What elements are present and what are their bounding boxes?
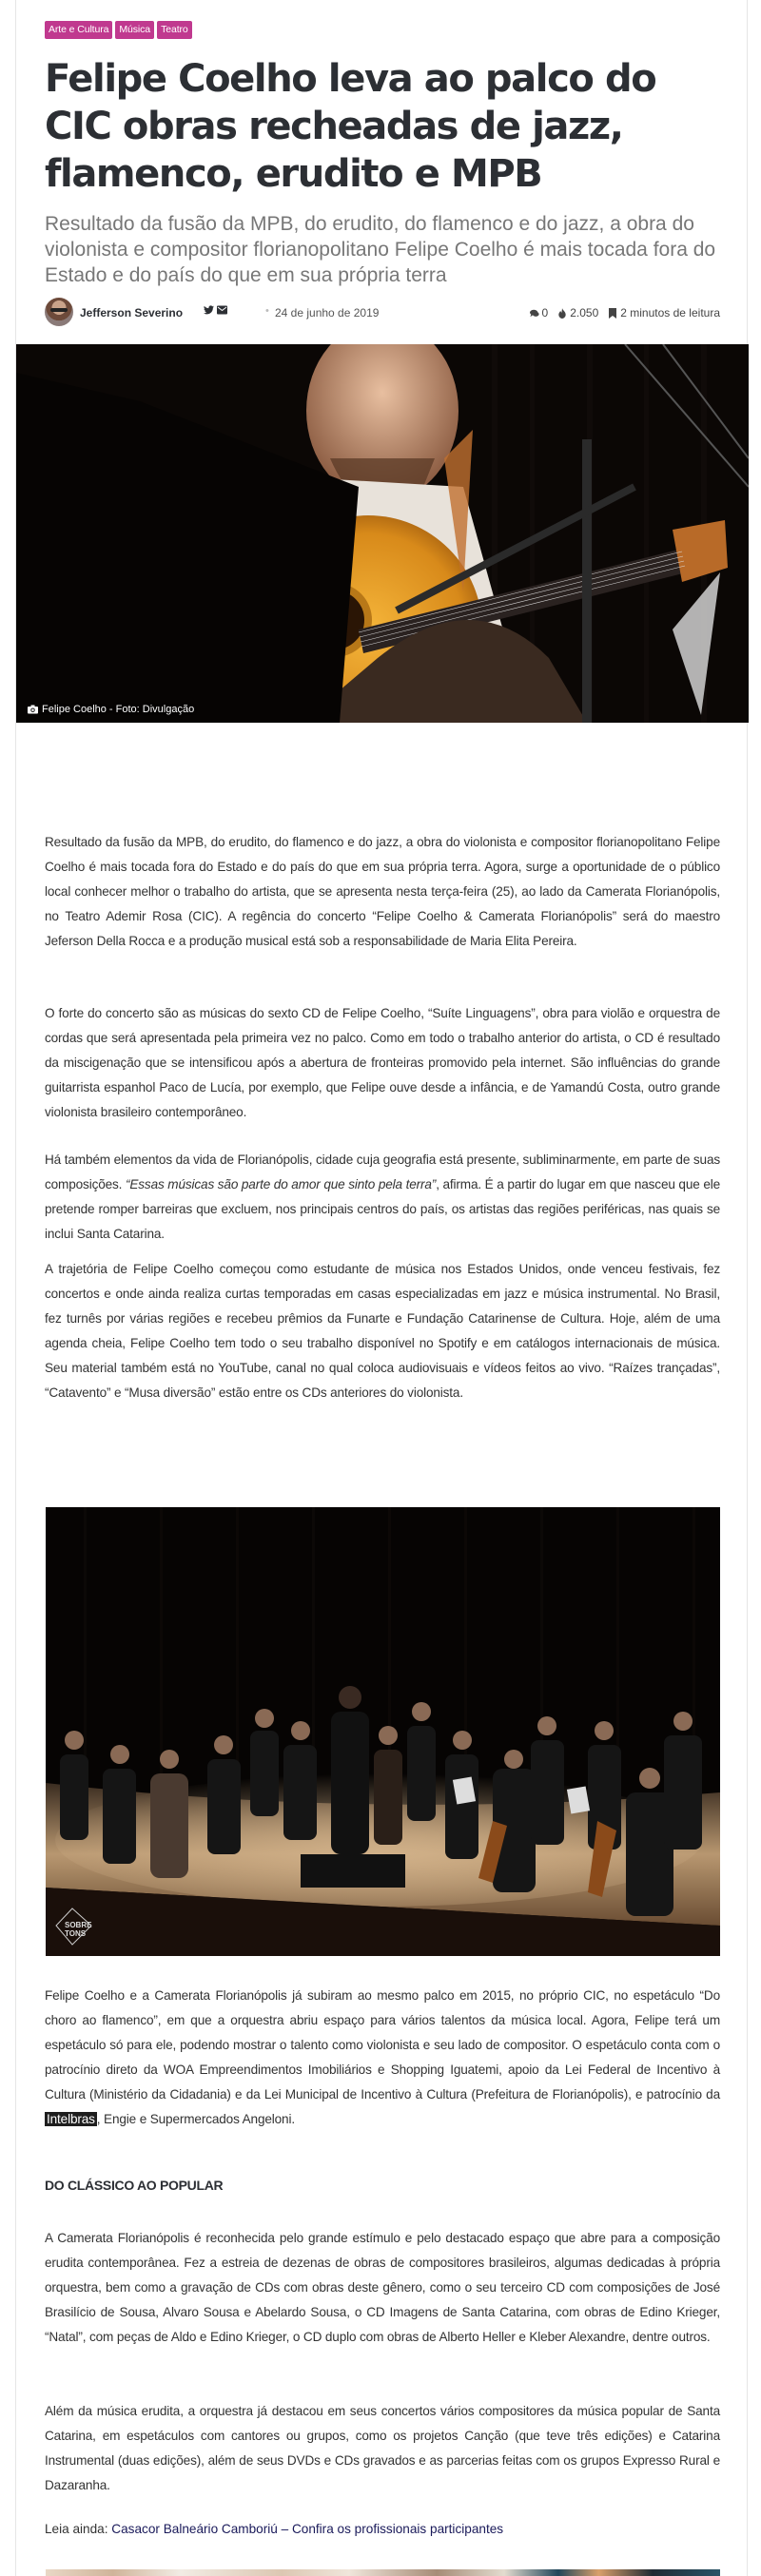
paragraph-2: O forte do concerto são as músicas do sexto CD de Felipe Coelho, “Suíte Linguagens”, obra para violão e orquestra de cordas que será apresentada pela primeira vez no palco. Como em todo o trabalho anterior do artista, o CD é resultado da miscigenação que se intensificou após a abertura de fronteiras promovido pela internet. São influências do grande guitarrista espanhol Paco de Lucía, por exemplo, que Felipe ouve desde a infância, e de Yamandú Costa, outro grande violonista brasileiro contemporâneo.: [45, 1006, 720, 1119]
watermark-line2: TONS: [65, 1929, 87, 1938]
publish-date: 24 de junho de 2019: [275, 306, 380, 320]
read-also: [45, 2522, 503, 2536]
paragraph-5: [45, 1984, 720, 2132]
comments-icon: [530, 308, 539, 319]
author-name[interactable]: Jefferson Severino: [80, 306, 184, 320]
bookmark-icon: [608, 308, 617, 319]
twitter-icon[interactable]: [204, 305, 214, 315]
category-tag-arte-e-cultura[interactable]: Arte e Cultura: [45, 21, 112, 39]
paragraph-7: Além da música erudita, a orquestra já destacou em seus concertos vários compositores da música popular de Santa Catarina, em espetáculos com cantores ou grupos, como os projetos Canção (que teve três edições) e Catarina Instrumental (duas edições), além de seus DVDs e CDs gravados e as parcerias feitas com os grupos Expresso Rural e Dazaranha.: [45, 2404, 720, 2492]
category-tag-teatro[interactable]: Teatro: [157, 21, 192, 39]
reading-time-value: 2 minutos de leitura: [620, 306, 720, 320]
comments-value: 0: [541, 306, 549, 320]
read-also-label: Leia ainda:: [45, 2522, 112, 2536]
image-caption: [28, 704, 194, 715]
paragraph-3: [45, 1148, 720, 1247]
category-tags: [45, 21, 192, 39]
camera-icon: [28, 705, 38, 714]
intelbras-highlight[interactable]: Intelbras: [47, 2112, 95, 2126]
author-avatar[interactable]: [45, 298, 73, 326]
article-title: Felipe Coelho leva ao palco do CIC obras recheadas de jazz, flamenco, erudito e MPB: [45, 57, 656, 196]
views-count: [557, 306, 598, 320]
orchestra-image: [46, 1507, 720, 1956]
category-tag-musica[interactable]: Música: [115, 21, 154, 39]
reading-time: [608, 306, 720, 320]
sobre-tons-watermark: [53, 1905, 97, 1948]
email-icon[interactable]: [217, 305, 227, 315]
article-meta: [45, 298, 720, 328]
article-stats: [530, 306, 720, 320]
caption-text: Felipe Coelho - Foto: Divulgação: [42, 704, 195, 715]
paragraph-5-text: Felipe Coelho e a Camerata Florianópolis já subiram ao mesmo palco em 2015, no próprio CIC, no espetáculo “Do choro ao flamenco”, em que a orquestra abriu espaço para vários talentos da música local. Agora, Felipe terá um espetáculo só para ele, podendo mostrar o talento como violonista e seu lado de compositor. O espetáculo conta com o patrocínio direto da WOA Empreendimentos Imobiliários e Shopping Iguatemi, apoio da Lei Federal de Incentivo à Cultura (Ministério da Cidadania) e da Lei Municipal de Incentivo à Cultura (Prefeitura de Florianópolis), e patrocínio da: [45, 1988, 720, 2101]
guitarist-photo: [16, 344, 749, 723]
author-social: [204, 305, 227, 315]
article-subtitle: Resultado da fusão da MPB, do erudito, do flamenco e do jazz, a obra do violonista e compositor florianopolitano Felipe Coelho é mais tocada fora do Estado e do país do que em sua própria terra: [45, 213, 716, 286]
fire-icon: [557, 308, 567, 319]
featured-image: [16, 344, 749, 723]
paragraph-5-text-after: , Engie e Supermercados Angeloni.: [96, 2112, 295, 2126]
paragraph-3-text-after: , afirma. É a partir do lugar em que nasceu que ele pretende romper barreiras que excluem, nos principais centros do país, os artistas das regiões periféricas, nas quais se inclui Santa Catarina.: [45, 1177, 721, 1241]
read-also-link[interactable]: Casacor Balneário Camboriú – Confira os profissionais participantes: [111, 2522, 504, 2536]
paragraph-4: A trajetória de Felipe Coelho começou como estudante de música nos Estados Unidos, onde venceu festivais, fez concertos e onde ainda realiza curtas temporadas em casas especializadas em jazz e música instrumental. No Brasil, fez turnês por várias regiões e recebeu prêmios da Funarte e Fundação Catarinense de Cultura. Hoje, além de uma agenda cheia, Felipe Coelho tem todo o seu trabalho disponível no Spotify e em catálogos internacionais de música. Seu material também está no YouTube, canal no qual coloca audiovisuais e vídeos feitos ao vivo. “Raízes trançadas”, “Catavento” e “Musa diversão” estão entre os CDs anteriores do violonista.: [45, 1262, 720, 1400]
related-image[interactable]: [46, 2569, 720, 2576]
orchestra-photo: [46, 1507, 720, 1956]
comments-count[interactable]: [530, 306, 549, 320]
views-value: 2.050: [570, 306, 599, 320]
article-card: [15, 0, 748, 2576]
quote: “Essas músicas são parte do amor que sinto pela terra”: [125, 1177, 437, 1191]
paragraph-3-text: Há também elementos da vida de Florianópolis, cidade cuja geografia está presente, subliminarmente, em parte de suas composições.: [45, 1152, 720, 1191]
meta-separator: •: [265, 305, 269, 317]
watermark-line1: SOBRE: [65, 1921, 92, 1929]
paragraph-1: Resultado da fusão da MPB, do erudito, do flamenco e do jazz, a obra do violonista e compositor florianopolitano Felipe Coelho é mais tocada fora do Estado e do país do que em sua própria terra. Agora, surge a oportunidade de o público local conhecer melhor o trabalho do artista, que se apresenta nesta terça-feira (25), ao lado da Camerata Florianópolis, no Teatro Ademir Rosa (CIC). A regência do concerto “Felipe Coelho & Camerata Florianópolis” será do maestro Jeferson Della Rocca e a produção musical está sob a responsabilidade de Maria Elita Pereira.: [45, 835, 720, 948]
section-heading: DO CLÁSSICO AO POPULAR: [45, 2178, 224, 2193]
paragraph-6: A Camerata Florianópolis é reconhecida pelo grande estímulo e pelo destacado espaço que abre para a composição erudita contemporânea. Fez a estreia de dezenas de obras de compositores brasileiros, algumas dedicadas à própria orquestra, bem como a gravação de CDs com obras deste gênero, como o seu terceiro CD com composições de José Brasilício de Sousa, Alvaro Sousa e Abelardo Sousa, o CD Imagens de Santa Catarina, com obras de Edino Krieger, “Natal”, com peças de Aldo e Edino Krieger, o CD duplo com obras de Alberto Heller e Kleber Alexandre, dentre outros.: [45, 2231, 720, 2344]
